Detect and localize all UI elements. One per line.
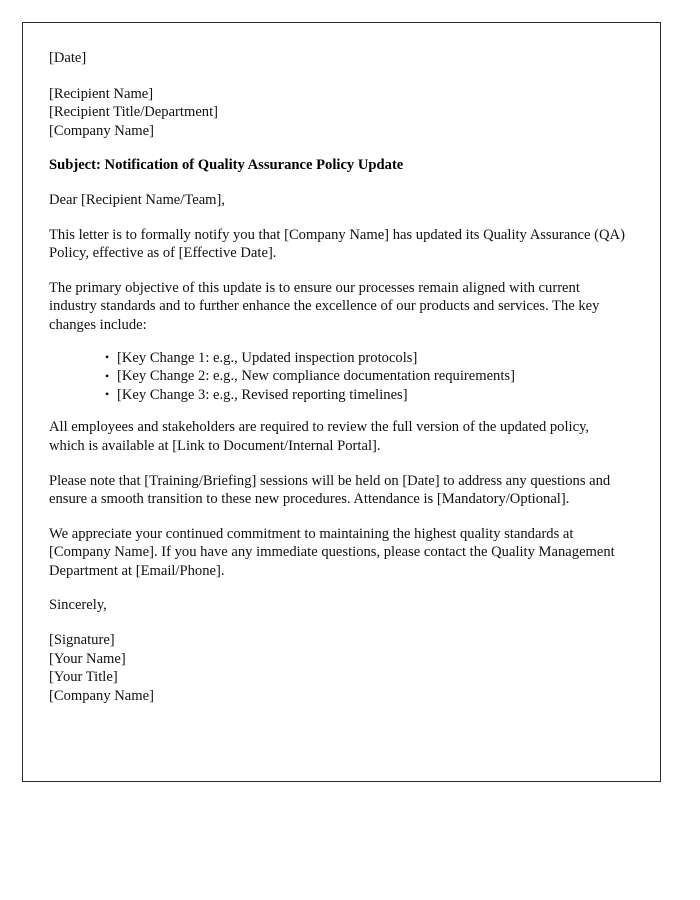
salutation: Dear [Recipient Name/Team], — [49, 191, 226, 208]
list-item: • [Key Change 1: e.g., Updated inspection protocols] — [105, 349, 626, 368]
signature-block — [49, 631, 626, 705]
spacer-after-paragraph-4 — [49, 509, 626, 525]
spacer-after-paragraph-1 — [49, 263, 626, 279]
spacer-after-paragraph-5 — [49, 580, 626, 596]
list-item: • [Key Change 2: e.g., New compliance documentation requirements] — [105, 367, 626, 386]
letter-page — [22, 22, 661, 782]
spacer-after-salutation — [49, 210, 626, 226]
paragraph-notification: This letter is to formally notify you that [Company Name] has updated its Quality Assurance (QA) Policy, effective as of [Effective Date]. — [49, 226, 625, 262]
signature-placeholder: [Signature] — [49, 632, 115, 649]
paragraph-review-requirement: All employees and stakeholders are required to review the full version of the updated policy, which is available at [Link to Document/Internal Portal]. — [49, 419, 590, 454]
spacer-after-list — [49, 404, 626, 418]
sender-title: [Your Title] — [49, 669, 118, 686]
paragraph-objective: The primary objective of this update is to ensure our processes remain aligned with current industry standards and to further enhance the excellence of our products and services. The key changes include: — [49, 279, 600, 333]
date-placeholder: [Date] — [49, 50, 87, 66]
recipient-title: [Recipient Title/Department] — [49, 104, 219, 121]
subject-line: Subject: Notification of Quality Assurance Policy Update — [49, 157, 404, 174]
sender-company: [Company Name] — [49, 687, 154, 704]
sender-name: [Your Name] — [49, 650, 126, 667]
paragraph-training-sessions: Please note that [Training/Briefing] sessions will be held on [Date] to address any questions and ensure a smooth transition to these new procedures. Attendance is [Mandatory/Optional]. — [49, 472, 611, 508]
spacer-before-list — [49, 335, 626, 349]
recipient-name: [Recipient Name] — [49, 85, 154, 102]
spacer-after-subject — [49, 175, 626, 191]
list-item: • [Key Change 3: e.g., Revised reporting timelines] — [105, 386, 626, 405]
spacer-after-paragraph-3 — [49, 456, 626, 472]
recipient-address-block — [49, 85, 626, 141]
key-changes-list — [49, 349, 626, 405]
spacer-after-date — [49, 68, 626, 85]
letter-body — [23, 23, 660, 705]
recipient-company: [Company Name] — [49, 122, 154, 139]
closing-salutation: Sincerely, — [49, 597, 107, 614]
paragraph-appreciation: We appreciate your continued commitment to maintaining the highest quality standards at [Company Name]. If you have any immediate questions, please contact the Quality Management Department at [Email/Phone]. — [49, 525, 615, 579]
spacer-after-closing — [49, 615, 626, 631]
spacer-after-recipient — [49, 140, 626, 156]
